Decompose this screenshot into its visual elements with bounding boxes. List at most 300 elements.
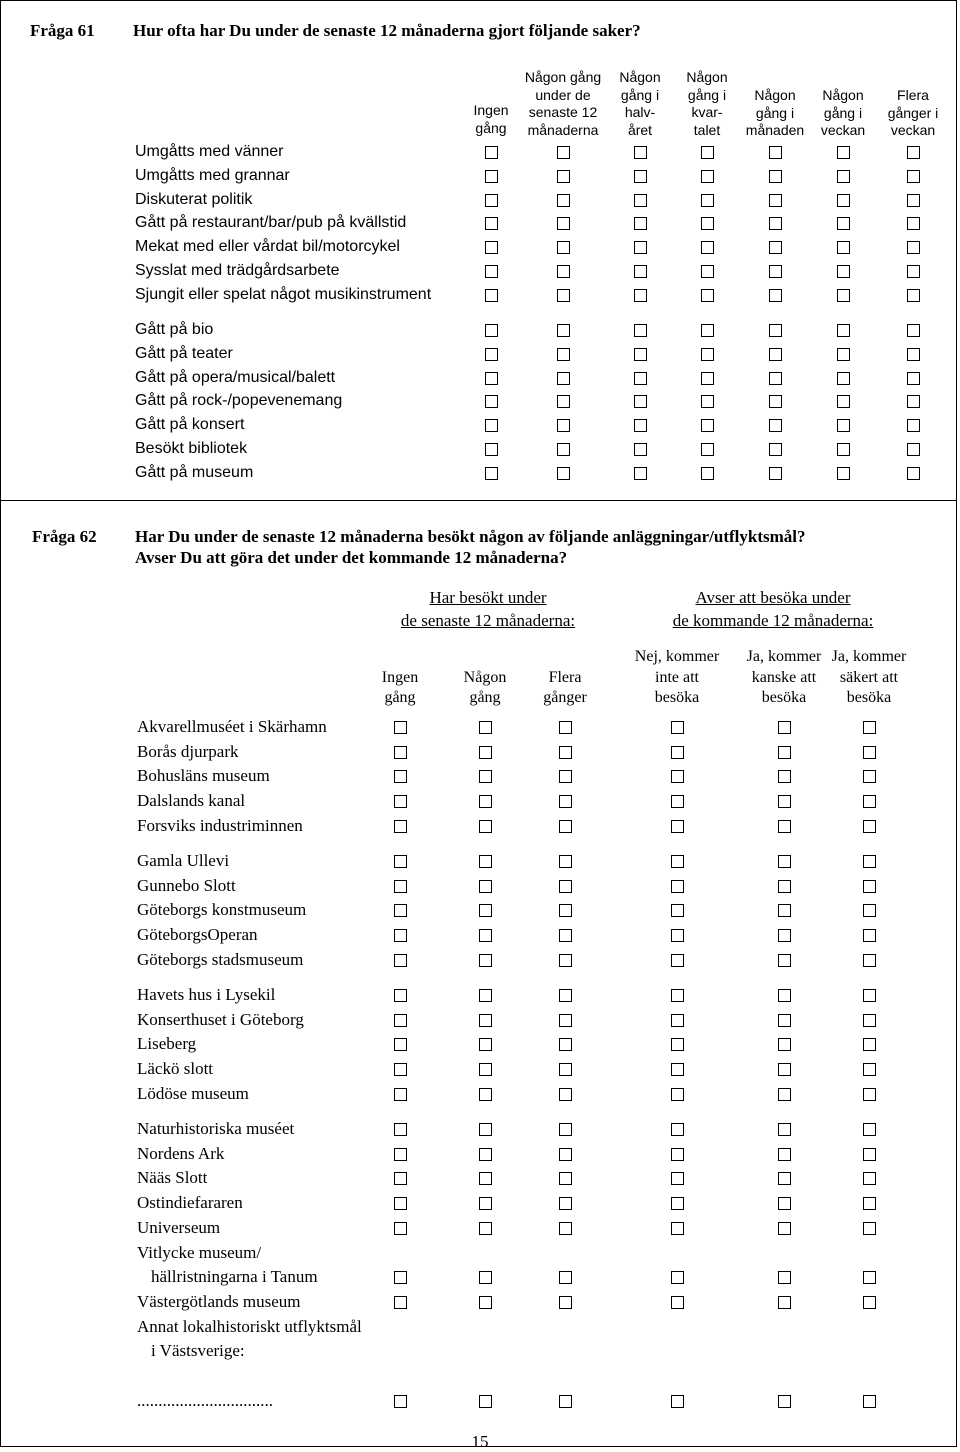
q62-checkbox[interactable] — [559, 1271, 572, 1284]
q62-checkbox[interactable] — [671, 1271, 684, 1284]
q62-checkbox[interactable] — [778, 954, 791, 967]
q62-checkbox[interactable] — [394, 1271, 407, 1284]
q62-item-label: i Västsverige: — [151, 1341, 245, 1360]
q61-checkbox[interactable] — [837, 372, 850, 385]
q62-checkbox[interactable] — [559, 989, 572, 1002]
q61-checkbox[interactable] — [485, 289, 498, 302]
q62-item-label: Nordens Ark — [137, 1143, 225, 1163]
q62-checkbox[interactable] — [671, 989, 684, 1002]
q61-checkbox[interactable] — [837, 443, 850, 456]
q61-column-header-line: gång — [475, 119, 507, 136]
q61-checkbox[interactable] — [485, 265, 498, 278]
q61-checkbox[interactable] — [837, 395, 850, 408]
q62-checkbox[interactable] — [559, 746, 572, 759]
q61-checkbox[interactable] — [769, 467, 782, 480]
q62-checkbox[interactable] — [778, 820, 791, 833]
q62-checkbox[interactable] — [479, 904, 492, 917]
q61-checkbox[interactable] — [557, 467, 570, 480]
q62-checkbox[interactable] — [863, 989, 876, 1002]
q62-checkbox[interactable] — [863, 1088, 876, 1101]
q61-checkbox[interactable] — [837, 146, 850, 159]
q61-checkbox[interactable] — [769, 194, 782, 207]
q62-checkbox[interactable] — [479, 1222, 492, 1235]
q62-checkbox[interactable] — [479, 1038, 492, 1051]
q62-checkbox[interactable] — [479, 880, 492, 893]
q62-checkbox[interactable] — [559, 929, 572, 942]
q61-checkbox[interactable] — [837, 217, 850, 230]
q61-checkbox[interactable] — [557, 348, 570, 361]
q61-checkbox[interactable] — [634, 265, 647, 278]
q62-checkbox[interactable] — [479, 1123, 492, 1136]
q62-checkbox[interactable] — [394, 1296, 407, 1309]
q61-checkbox[interactable] — [701, 395, 714, 408]
q62-checkbox[interactable] — [778, 1222, 791, 1235]
q62-checkbox[interactable] — [863, 855, 876, 868]
q61-checkbox[interactable] — [769, 265, 782, 278]
q61-checkbox[interactable] — [485, 372, 498, 385]
q62-column-header-line: besöka — [846, 689, 892, 706]
q62-checkbox[interactable] — [479, 1088, 492, 1101]
q62-checkbox[interactable] — [479, 770, 492, 783]
q62-checkbox[interactable] — [671, 1197, 684, 1210]
q61-checkbox[interactable] — [907, 194, 920, 207]
q61-checkbox[interactable] — [769, 419, 782, 432]
q61-checkbox[interactable] — [557, 289, 570, 302]
q62-checkbox[interactable] — [559, 1063, 572, 1076]
q61-item-row — [135, 414, 935, 436]
q62-checkbox[interactable] — [479, 746, 492, 759]
q62-checkbox[interactable] — [863, 1172, 876, 1185]
q62-checkbox[interactable] — [479, 855, 492, 868]
q62-checkbox[interactable] — [479, 1148, 492, 1161]
q61-checkbox[interactable] — [634, 170, 647, 183]
q62-item-label: Vitlycke museum/ — [137, 1243, 262, 1262]
q62-checkbox[interactable] — [559, 904, 572, 917]
q61-checkbox[interactable] — [634, 372, 647, 385]
q62-checkbox[interactable] — [559, 795, 572, 808]
q62-item-label: Borås djurpark — [137, 741, 239, 761]
q62-checkbox[interactable] — [394, 1148, 407, 1161]
q61-checkbox[interactable] — [485, 348, 498, 361]
q62-checkbox[interactable] — [863, 746, 876, 759]
q61-checkbox[interactable] — [907, 395, 920, 408]
q61-checkbox[interactable] — [557, 170, 570, 183]
q61-checkbox[interactable] — [634, 289, 647, 302]
q61-checkbox[interactable] — [769, 348, 782, 361]
q61-column-header-line: senaste 12 — [528, 104, 598, 120]
q62-checkbox[interactable] — [863, 721, 876, 734]
q61-checkbox[interactable] — [557, 241, 570, 254]
q62-checkbox[interactable] — [863, 1123, 876, 1136]
q61-checkbox[interactable] — [557, 217, 570, 230]
q61-checkbox[interactable] — [701, 289, 714, 302]
q62-checkbox[interactable] — [778, 1148, 791, 1161]
q61-checkbox[interactable] — [907, 419, 920, 432]
q62-checkbox[interactable] — [559, 820, 572, 833]
q62-column-header-line: gång — [384, 689, 416, 706]
q62-checkbox[interactable] — [479, 1172, 492, 1185]
q62-checkbox[interactable] — [394, 1063, 407, 1076]
q61-checkbox[interactable] — [907, 372, 920, 385]
q62-checkbox[interactable] — [863, 1063, 876, 1076]
q62-checkbox[interactable] — [671, 795, 684, 808]
q62-checkbox[interactable] — [778, 746, 791, 759]
q62-checkbox[interactable] — [778, 721, 791, 734]
q62-checkbox[interactable] — [671, 1172, 684, 1185]
q62-checkbox[interactable] — [778, 855, 791, 868]
q61-checkbox[interactable] — [701, 265, 714, 278]
q62-checkbox[interactable] — [394, 721, 407, 734]
q61-checkbox[interactable] — [634, 324, 647, 337]
q62-checkbox[interactable] — [394, 1088, 407, 1101]
q61-checkbox[interactable] — [837, 467, 850, 480]
q61-checkbox[interactable] — [634, 217, 647, 230]
q61-checkbox[interactable] — [907, 467, 920, 480]
q62-checkbox[interactable] — [394, 904, 407, 917]
q62-column-header-line: Någon — [463, 668, 507, 686]
q61-item-label: Gått på restaurant/bar/pub på kvällstid — [135, 214, 407, 232]
q62-column-header-line: Ja, kommer — [746, 648, 822, 665]
q62-item-label: Konserthuset i Göteborg — [137, 1009, 304, 1029]
q61-checkbox[interactable] — [769, 170, 782, 183]
q61-checkbox[interactable] — [634, 194, 647, 207]
q62-checkbox[interactable] — [559, 1088, 572, 1101]
q62-checkbox[interactable] — [394, 954, 407, 967]
q62-checkbox[interactable] — [863, 820, 876, 833]
q61-checkbox[interactable] — [485, 194, 498, 207]
q61-column-header-line: halv- — [624, 104, 656, 120]
q62-checkbox[interactable] — [863, 904, 876, 917]
q62-checkbox[interactable] — [671, 721, 684, 734]
q62-checkbox[interactable] — [559, 1172, 572, 1185]
q62-checkbox[interactable] — [479, 1296, 492, 1309]
q61-question: Hur ofta har Du under de senaste 12 månaderna gjort följande saker? — [133, 21, 641, 40]
q62-checkbox[interactable] — [671, 1395, 684, 1408]
q62-checkbox[interactable] — [559, 770, 572, 783]
q61-checkbox[interactable] — [634, 348, 647, 361]
q61-checkbox[interactable] — [701, 372, 714, 385]
q62-checkbox[interactable] — [394, 1197, 407, 1210]
q61-checkbox[interactable] — [701, 146, 714, 159]
q61-item-row — [135, 189, 935, 211]
q61-column-header-line: talet — [693, 121, 721, 138]
q62-question-line2: Avser Du att göra det under det kommande 12 månaderna? — [135, 548, 568, 567]
q62-column-header-line: Nej, kommer — [634, 648, 720, 665]
q61-checkbox[interactable] — [769, 146, 782, 159]
q61-checkbox[interactable] — [701, 217, 714, 230]
q62-checkbox[interactable] — [559, 1038, 572, 1051]
q62-checkbox[interactable] — [394, 820, 407, 833]
q61-checkbox[interactable] — [907, 348, 920, 361]
q62-checkbox[interactable] — [559, 1296, 572, 1309]
q61-checkbox[interactable] — [557, 395, 570, 408]
q62-checkbox[interactable] — [778, 1063, 791, 1076]
q62-checkbox[interactable] — [559, 1395, 572, 1408]
q62-checkbox[interactable] — [863, 1148, 876, 1161]
q61-checkbox[interactable] — [634, 241, 647, 254]
q61-checkbox[interactable] — [634, 419, 647, 432]
q61-checkbox[interactable] — [557, 265, 570, 278]
q61-column-header-line: gånger i — [887, 104, 939, 121]
q61-column-header-line: gång i — [823, 104, 863, 121]
q62-checkbox[interactable] — [559, 721, 572, 734]
q62-column-header-line: gånger — [543, 689, 587, 706]
q62-checkbox[interactable] — [671, 929, 684, 942]
q61-checkbox[interactable] — [557, 324, 570, 337]
q61-checkbox[interactable] — [837, 170, 850, 183]
q62-checkbox[interactable] — [394, 1172, 407, 1185]
q62-checkbox[interactable] — [863, 1197, 876, 1210]
q62-item-row — [137, 1217, 937, 1239]
q62-checkbox[interactable] — [863, 929, 876, 942]
q62-checkbox[interactable] — [863, 1296, 876, 1309]
q61-checkbox[interactable] — [701, 194, 714, 207]
q61-checkbox[interactable] — [634, 443, 647, 456]
q61-checkbox[interactable] — [907, 265, 920, 278]
q62-checkbox[interactable] — [559, 954, 572, 967]
q62-checkbox[interactable] — [394, 1222, 407, 1235]
q62-checkbox[interactable] — [394, 989, 407, 1002]
q62-item-row — [137, 741, 937, 763]
q62-item-row — [137, 790, 937, 812]
q62-item-row — [137, 1058, 937, 1080]
q62-checkbox[interactable] — [671, 1014, 684, 1027]
q61-checkbox[interactable] — [634, 395, 647, 408]
q62-checkbox[interactable] — [479, 929, 492, 942]
q62-checkbox[interactable] — [559, 880, 572, 893]
q62-column-header-line: gång — [469, 689, 501, 706]
q62-checkbox[interactable] — [778, 770, 791, 783]
q62-number: Fråga 62 — [32, 527, 97, 546]
q61-checkbox[interactable] — [701, 241, 714, 254]
q61-checkbox[interactable] — [557, 443, 570, 456]
q62-checkbox[interactable] — [671, 1088, 684, 1101]
q62-checkbox[interactable] — [394, 746, 407, 759]
q62-checkbox[interactable] — [559, 1123, 572, 1136]
q62-checkbox[interactable] — [479, 795, 492, 808]
q61-checkbox[interactable] — [907, 324, 920, 337]
q61-checkbox[interactable] — [907, 146, 920, 159]
q62-checkbox[interactable] — [394, 880, 407, 893]
q61-checkbox[interactable] — [907, 170, 920, 183]
q62-checkbox[interactable] — [778, 929, 791, 942]
q61-checkbox[interactable] — [485, 395, 498, 408]
q61-checkbox[interactable] — [557, 419, 570, 432]
q61-checkbox[interactable] — [769, 372, 782, 385]
q61-item-row — [135, 236, 935, 258]
q62-item-row — [137, 1167, 937, 1189]
q62-question-line1: Har Du under de senaste 12 månaderna besökt någon av följande anläggningar/utflyktsmål? — [135, 527, 806, 546]
q61-checkbox[interactable] — [837, 289, 850, 302]
q61-checkbox[interactable] — [701, 419, 714, 432]
q62-checkbox[interactable] — [479, 1271, 492, 1284]
q62-caption-left-line1: Har besökt under — [429, 588, 547, 607]
q62-checkbox[interactable] — [671, 1063, 684, 1076]
q62-checkbox[interactable] — [671, 1222, 684, 1235]
q62-checkbox[interactable] — [479, 721, 492, 734]
q61-checkbox[interactable] — [837, 194, 850, 207]
q61-checkbox[interactable] — [837, 241, 850, 254]
q62-checkbox[interactable] — [671, 746, 684, 759]
q62-item-label: Forsviks industriminnen — [137, 815, 303, 835]
q61-checkbox[interactable] — [907, 443, 920, 456]
q62-checkbox[interactable] — [671, 1123, 684, 1136]
q62-checkbox[interactable] — [863, 770, 876, 783]
q61-checkbox[interactable] — [769, 443, 782, 456]
q62-item-label: Liseberg — [137, 1034, 197, 1054]
q62-item-label: ................................ — [137, 1391, 273, 1410]
q62-checkbox[interactable] — [559, 1014, 572, 1027]
q62-checkbox[interactable] — [863, 954, 876, 967]
q61-column-header-line: Någon — [754, 87, 796, 103]
q61-item-label: Besökt bibliotek — [135, 440, 248, 457]
q61-item-label: Gått på museum — [135, 463, 254, 481]
q61-checkbox[interactable] — [769, 289, 782, 302]
q62-item-label: Havets hus i Lysekil — [137, 985, 276, 1004]
q62-checkbox[interactable] — [479, 1014, 492, 1027]
q62-checkbox[interactable] — [559, 855, 572, 868]
q62-checkbox[interactable] — [671, 855, 684, 868]
q61-item-row — [135, 343, 935, 365]
q62-checkbox[interactable] — [559, 1148, 572, 1161]
q61-item-label: Gått på bio — [135, 321, 214, 338]
q62-item-row — [137, 815, 937, 837]
q62-checkbox[interactable] — [863, 795, 876, 808]
q62-item-row — [137, 1118, 937, 1140]
q62-item-label: Västergötlands museum — [137, 1292, 301, 1311]
q61-checkbox[interactable] — [907, 289, 920, 302]
q62-checkbox[interactable] — [778, 1296, 791, 1309]
q62-checkbox[interactable] — [671, 770, 684, 783]
q62-checkbox[interactable] — [778, 795, 791, 808]
q62-item-label: hällristningarna i Tanum — [151, 1267, 318, 1286]
q62-checkbox[interactable] — [394, 1395, 407, 1408]
q62-checkbox[interactable] — [778, 1271, 791, 1284]
q62-checkbox[interactable] — [863, 1038, 876, 1051]
q61-column-header-line: gång i — [620, 86, 660, 103]
q61-checkbox[interactable] — [557, 372, 570, 385]
q61-checkbox[interactable] — [907, 217, 920, 230]
q61-checkbox[interactable] — [837, 324, 850, 337]
q62-checkbox[interactable] — [778, 1197, 791, 1210]
q62-checkbox[interactable] — [671, 954, 684, 967]
q62-checkbox[interactable] — [394, 855, 407, 868]
q61-checkbox[interactable] — [557, 146, 570, 159]
q61-checkbox[interactable] — [837, 419, 850, 432]
q61-checkbox[interactable] — [485, 217, 498, 230]
q62-checkbox[interactable] — [479, 820, 492, 833]
q62-checkbox[interactable] — [394, 1123, 407, 1136]
q61-checkbox[interactable] — [701, 348, 714, 361]
q62-checkbox[interactable] — [479, 954, 492, 967]
q62-checkbox[interactable] — [671, 880, 684, 893]
q61-checkbox[interactable] — [701, 324, 714, 337]
q62-checkbox[interactable] — [863, 880, 876, 893]
q62-checkbox[interactable] — [671, 1148, 684, 1161]
q62-checkbox[interactable] — [479, 1197, 492, 1210]
q61-checkbox[interactable] — [557, 194, 570, 207]
q62-checkbox[interactable] — [863, 1395, 876, 1408]
q62-other-write-in-row — [137, 1390, 937, 1412]
q62-checkbox[interactable] — [671, 1038, 684, 1051]
q62-checkbox[interactable] — [479, 989, 492, 1002]
q62-checkbox[interactable] — [671, 1296, 684, 1309]
q62-checkbox[interactable] — [778, 989, 791, 1002]
q62-checkbox[interactable] — [778, 1014, 791, 1027]
q61-checkbox[interactable] — [485, 146, 498, 159]
q62-item-row — [137, 716, 937, 738]
q62-checkbox[interactable] — [394, 1014, 407, 1027]
q61-item-label: Umgåtts med grannar — [135, 166, 290, 184]
q62-checkbox[interactable] — [559, 1222, 572, 1235]
q62-checkbox[interactable] — [479, 1395, 492, 1408]
q62-checkbox[interactable] — [394, 770, 407, 783]
q61-checkbox[interactable] — [485, 241, 498, 254]
q62-checkbox[interactable] — [778, 1088, 791, 1101]
page-number: 15 — [471, 1432, 489, 1451]
q61-column-header-line: Ingen — [473, 102, 509, 118]
q61-checkbox[interactable] — [634, 467, 647, 480]
q62-item-label: Bohusläns museum — [137, 766, 270, 786]
q61-item-row — [135, 462, 935, 484]
q61-checkbox[interactable] — [769, 217, 782, 230]
q61-checkbox[interactable] — [634, 146, 647, 159]
q61-item-label: Mekat med eller vårdat bil/motorcykel — [135, 238, 400, 256]
q61-item-row — [135, 438, 935, 460]
q61-column-header-line: kvar- — [691, 104, 723, 120]
q62-checkbox[interactable] — [479, 1063, 492, 1076]
q61-checkbox[interactable] — [485, 324, 498, 337]
q62-item-row — [137, 924, 937, 946]
q62-checkbox[interactable] — [778, 880, 791, 893]
q62-checkbox[interactable] — [863, 1014, 876, 1027]
q62-checkbox[interactable] — [778, 1123, 791, 1136]
q61-checkbox[interactable] — [485, 467, 498, 480]
q61-checkbox[interactable] — [837, 265, 850, 278]
q62-checkbox[interactable] — [394, 795, 407, 808]
q62-checkbox[interactable] — [778, 1172, 791, 1185]
q62-checkbox[interactable] — [778, 1038, 791, 1051]
q62-item-label: Universeum — [137, 1217, 221, 1237]
q62-checkbox[interactable] — [671, 820, 684, 833]
q62-checkbox[interactable] — [863, 1222, 876, 1235]
q62-checkbox[interactable] — [559, 1197, 572, 1210]
q61-checkbox[interactable] — [701, 467, 714, 480]
q61-item-label: Gått på rock-/popevenemang — [135, 392, 343, 410]
q62-checkbox[interactable] — [671, 904, 684, 917]
q62-checkbox[interactable] — [394, 929, 407, 942]
q62-item-row — [137, 1266, 937, 1288]
q62-checkbox[interactable] — [394, 1038, 407, 1051]
q61-item-label: Gått på teater — [135, 344, 233, 362]
q62-checkbox[interactable] — [863, 1271, 876, 1284]
q61-checkbox[interactable] — [485, 419, 498, 432]
q61-checkbox[interactable] — [701, 170, 714, 183]
q61-checkbox[interactable] — [769, 395, 782, 408]
q61-item-label: Sysslat med trädgårdsarbete — [135, 262, 340, 279]
q62-checkbox[interactable] — [778, 1395, 791, 1408]
q61-checkbox[interactable] — [769, 241, 782, 254]
q62-item-row — [137, 984, 937, 1006]
q61-checkbox[interactable] — [907, 241, 920, 254]
q61-checkbox[interactable] — [485, 443, 498, 456]
q61-checkbox[interactable] — [769, 324, 782, 337]
q61-checkbox[interactable] — [701, 443, 714, 456]
q62-item-row — [137, 850, 937, 872]
q62-checkbox[interactable] — [778, 904, 791, 917]
q61-checkbox[interactable] — [837, 348, 850, 361]
q61-checkbox[interactable] — [485, 170, 498, 183]
